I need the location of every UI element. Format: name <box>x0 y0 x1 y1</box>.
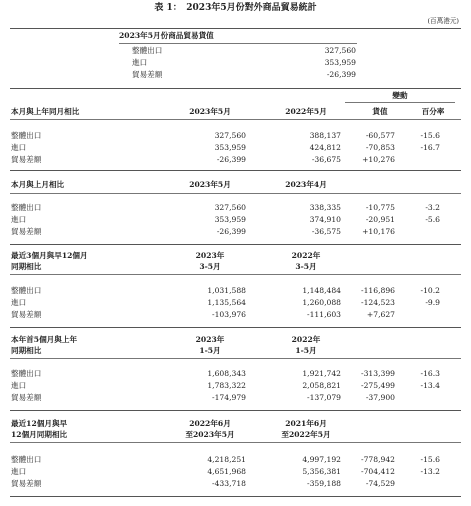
section-title: 本年首5個月與上年 <box>11 335 78 344</box>
row-label: 整體出口 <box>11 286 42 295</box>
row-percent: -16.7 <box>420 143 440 152</box>
section-rule <box>10 327 461 328</box>
section-col1-header: 3-5月 <box>199 262 221 271</box>
row-label: 貿易差額 <box>11 227 42 236</box>
row-value-1: 353,959 <box>214 215 246 224</box>
row-value-1: 353,959 <box>214 143 246 152</box>
change-percent-header: 百分率 <box>421 107 445 116</box>
row-value-2: 1,148,484 <box>302 286 341 295</box>
summary-label: 進口 <box>132 58 148 67</box>
row-percent: -16.3 <box>420 369 440 378</box>
row-label: 整體出口 <box>11 203 42 212</box>
section-rule <box>10 244 461 245</box>
change-group-header: 變動 <box>392 91 408 100</box>
section-col2-header: 2022年 <box>291 335 321 344</box>
summary-label: 整體出口 <box>132 46 163 55</box>
bottom-rule <box>10 496 461 497</box>
row-change: -70,853 <box>365 143 395 152</box>
row-value-1: 4,651,968 <box>207 467 246 476</box>
row-value-2: 4,997,192 <box>302 455 341 464</box>
row-percent: -13.2 <box>420 467 440 476</box>
row-value-2: -137,079 <box>307 393 341 402</box>
table-title: 表 1： 2023年5月份對外商品貿易統計 <box>154 3 317 13</box>
row-label: 貿易差額 <box>11 155 42 164</box>
section-col2-header: 2022年5月 <box>285 107 327 116</box>
summary-value: 353,959 <box>324 58 356 67</box>
row-value-1: -433,718 <box>212 479 246 488</box>
row-change: -10,775 <box>365 203 395 212</box>
row-value-2: 374,910 <box>309 215 341 224</box>
row-value-2: -359,188 <box>307 479 341 488</box>
row-change: -313,399 <box>361 369 395 378</box>
row-value-1: 4,218,251 <box>207 455 246 464</box>
row-label: 整體出口 <box>11 455 42 464</box>
row-change: +10,276 <box>362 155 395 164</box>
unit-label: (百萬港元) <box>427 17 459 25</box>
section-col1-header: 1-5月 <box>199 346 221 355</box>
row-value-2: 1,260,088 <box>302 298 341 307</box>
section-title: 最近3個月與早12個月 <box>11 251 88 260</box>
row-label: 整體出口 <box>11 369 42 378</box>
row-percent: -5.6 <box>425 215 440 224</box>
row-value-1: 327,560 <box>214 203 246 212</box>
section-title: 最近12個月與早 <box>11 419 68 428</box>
row-label: 進口 <box>11 215 27 224</box>
section-col1-header: 2022年6月 <box>189 419 231 428</box>
row-change: -74,529 <box>365 479 395 488</box>
row-change: -778,942 <box>361 455 395 464</box>
row-change: -20,951 <box>365 215 395 224</box>
row-value-1: -26,399 <box>216 155 246 164</box>
row-value-2: 1,921,742 <box>302 369 341 378</box>
row-value-2: -36,575 <box>311 227 341 236</box>
row-label: 貿易差額 <box>11 479 42 488</box>
row-label: 貿易差額 <box>11 310 42 319</box>
row-percent: -9.9 <box>425 298 440 307</box>
section-col1-header: 2023年 <box>195 335 225 344</box>
row-change: -37,900 <box>365 393 395 402</box>
section-title: 同期相比 <box>11 262 42 271</box>
section-col1-header: 至2023年5月 <box>185 430 235 439</box>
row-change: +7,627 <box>366 310 395 319</box>
row-value-1: -174,979 <box>212 393 246 402</box>
summary-value: 327,560 <box>324 46 356 55</box>
row-value-1: 327,560 <box>214 131 246 140</box>
row-value-1: -103,976 <box>212 310 246 319</box>
section-header-rule <box>10 274 461 275</box>
row-percent: -15.6 <box>420 131 440 140</box>
row-label: 貿易差額 <box>11 393 42 402</box>
section-col2-header: 1-5月 <box>295 346 317 355</box>
section-title: 本月與上年同月相比 <box>11 107 80 116</box>
row-value-1: 1,783,322 <box>207 381 246 390</box>
section-title: 同期相比 <box>11 346 42 355</box>
row-percent: -3.2 <box>425 203 440 212</box>
row-value-2: 2,058,821 <box>302 381 341 390</box>
section-header-rule <box>10 358 461 359</box>
section-col2-header: 2021年6月 <box>285 419 327 428</box>
row-label: 進口 <box>11 467 27 476</box>
row-label: 整體出口 <box>11 131 42 140</box>
row-percent: -10.2 <box>420 286 440 295</box>
section-col1-header: 2023年5月 <box>189 180 231 189</box>
row-value-2: 424,812 <box>309 143 341 152</box>
row-value-2: -111,603 <box>307 310 341 319</box>
summary-heading: 2023年5月份商品貿易貨值 <box>119 31 214 40</box>
row-percent: -15.6 <box>420 455 440 464</box>
row-change: -60,577 <box>365 131 395 140</box>
row-label: 進口 <box>11 381 27 390</box>
section-col1-header: 2023年5月 <box>189 107 231 116</box>
row-percent: -13.4 <box>420 381 440 390</box>
top-rule <box>10 28 461 29</box>
section-header-rule <box>10 442 461 443</box>
row-change: +10,176 <box>362 227 395 236</box>
section-col2-header: 3-5月 <box>295 262 317 271</box>
section-header-rule <box>10 193 461 194</box>
row-value-1: 1,135,564 <box>207 298 246 307</box>
section-rule <box>10 170 461 171</box>
row-value-1: 1,031,588 <box>207 286 246 295</box>
row-value-2: 388,137 <box>309 131 341 140</box>
row-change: -116,896 <box>361 286 395 295</box>
row-label: 進口 <box>11 298 27 307</box>
row-change: -124,523 <box>361 298 395 307</box>
section-col1-header: 2023年 <box>195 251 225 260</box>
row-value-1: 1,608,343 <box>207 369 246 378</box>
section-col2-header: 2023年4月 <box>285 180 327 189</box>
section-col2-header: 至2022年5月 <box>281 430 331 439</box>
row-change: -275,499 <box>361 381 395 390</box>
row-label: 進口 <box>11 143 27 152</box>
summary-underline <box>119 43 357 44</box>
row-value-2: 338,335 <box>309 203 341 212</box>
change-value-header: 貨值 <box>372 107 388 116</box>
row-value-1: -26,399 <box>216 227 246 236</box>
section-title: 本月與上月相比 <box>11 180 65 189</box>
section-title: 12個月同期相比 <box>11 430 68 439</box>
section-col2-header: 2022年 <box>291 251 321 260</box>
change-group-underline <box>345 102 455 103</box>
summary-rule <box>10 88 461 89</box>
section-rule <box>10 410 461 411</box>
row-value-2: 5,356,381 <box>302 467 341 476</box>
summary-value: -26,399 <box>326 70 356 79</box>
row-value-2: -36,675 <box>311 155 341 164</box>
section-header-rule <box>10 119 461 120</box>
summary-label: 貿易差額 <box>132 70 163 79</box>
row-change: -704,412 <box>361 467 395 476</box>
